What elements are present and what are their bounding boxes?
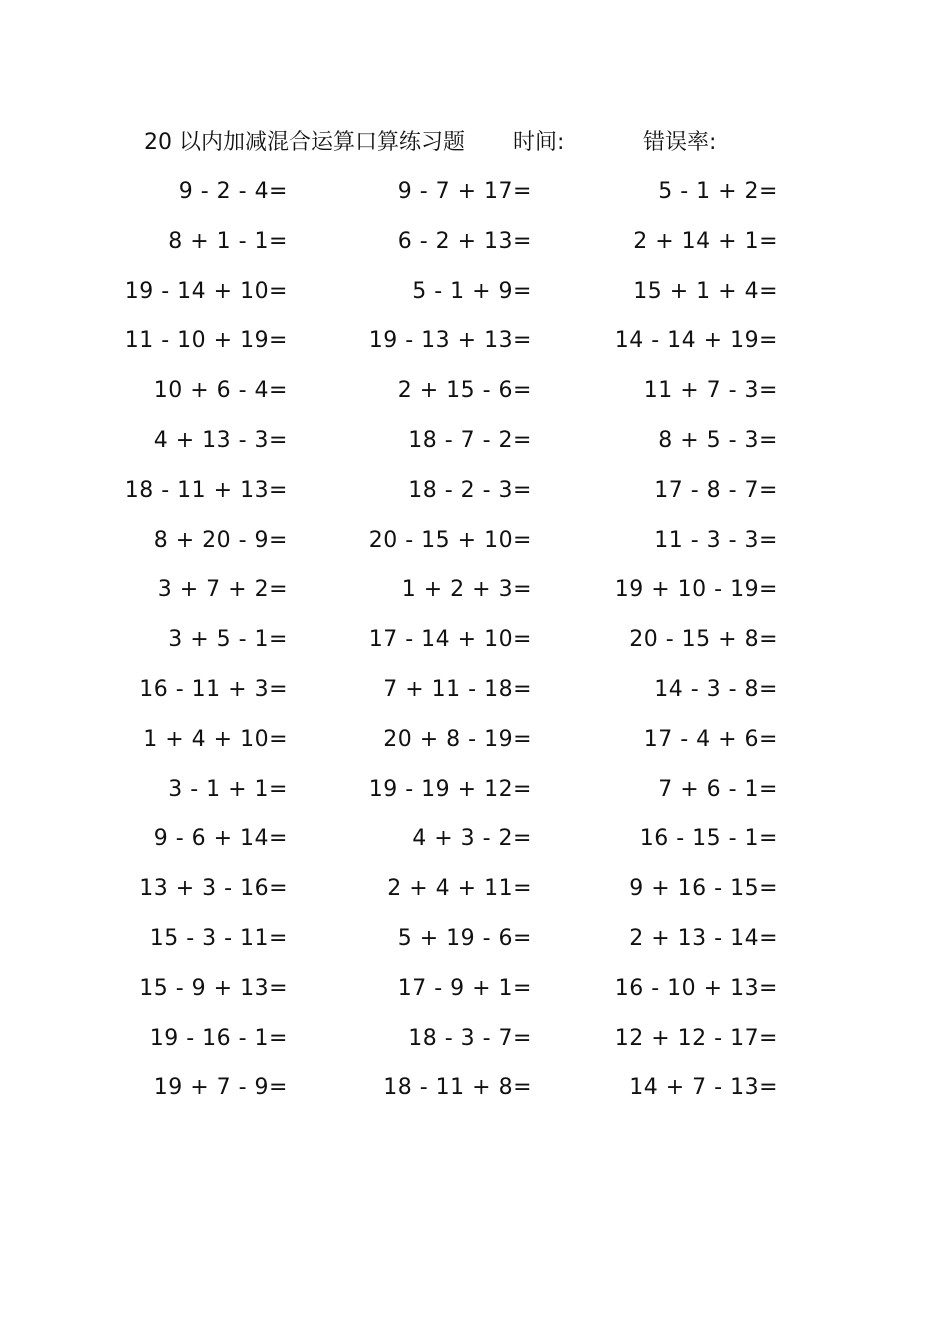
- problem-cell: 14 - 3 - 8=: [654, 676, 778, 702]
- problem-cell: 8 + 20 - 9=: [153, 527, 288, 553]
- problem-cell: 17 - 9 + 1=: [397, 975, 532, 1001]
- problem-cell: 1 + 2 + 3=: [401, 577, 532, 603]
- problem-cell: 6 - 2 + 13=: [397, 228, 532, 254]
- problem-cell: 2 + 15 - 6=: [397, 378, 532, 404]
- problem-cell: 18 - 11 + 8=: [383, 1075, 532, 1101]
- problem-cell: 8 + 1 - 1=: [168, 228, 288, 254]
- problem-row: [0, 969, 950, 1019]
- problem-row: [0, 321, 950, 371]
- problem-cell: 13 + 3 - 16=: [139, 876, 288, 902]
- problem-row: [0, 272, 950, 322]
- problem-cell: 18 - 3 - 7=: [408, 1025, 532, 1051]
- problem-row: [0, 421, 950, 471]
- problem-cell: 3 + 5 - 1=: [168, 627, 288, 653]
- problem-grid: [0, 172, 950, 1118]
- time-label: 时间:: [513, 130, 565, 155]
- problem-cell: 3 - 1 + 1=: [168, 776, 288, 802]
- problem-cell: 18 - 7 - 2=: [408, 427, 532, 453]
- worksheet-title: 20 以内加减混合运算口算练习题: [144, 130, 465, 155]
- problem-cell: 18 - 11 + 13=: [124, 477, 288, 503]
- problem-cell: 17 - 4 + 6=: [643, 726, 778, 752]
- worksheet-header: [0, 126, 950, 160]
- problem-cell: 19 - 16 - 1=: [149, 1025, 288, 1051]
- problem-cell: 7 + 11 - 18=: [383, 676, 532, 702]
- problem-cell: 11 - 10 + 19=: [124, 328, 288, 354]
- problem-cell: 16 - 11 + 3=: [139, 676, 288, 702]
- problem-cell: 11 - 3 - 3=: [654, 527, 778, 553]
- problem-cell: 9 - 7 + 17=: [397, 179, 532, 204]
- problem-cell: 20 - 15 + 10=: [368, 527, 532, 553]
- problem-cell: 14 + 7 - 13=: [629, 1075, 778, 1101]
- problem-row: [0, 819, 950, 869]
- problem-row: [0, 172, 950, 222]
- problem-cell: 12 + 12 - 17=: [614, 1025, 778, 1051]
- problem-cell: 5 + 19 - 6=: [397, 925, 532, 951]
- problem-row: [0, 570, 950, 620]
- problem-row: [0, 521, 950, 571]
- problem-cell: 19 - 13 + 13=: [368, 328, 532, 354]
- problem-cell: 5 - 1 + 2=: [658, 179, 778, 204]
- problem-cell: 19 - 19 + 12=: [368, 776, 532, 802]
- problem-cell: 18 - 2 - 3=: [408, 477, 532, 503]
- problem-row: [0, 371, 950, 421]
- problem-cell: 11 + 7 - 3=: [643, 378, 778, 404]
- problem-cell: 10 + 6 - 4=: [153, 378, 288, 404]
- problem-cell: 4 + 3 - 2=: [412, 826, 532, 852]
- problem-cell: 16 - 15 - 1=: [639, 826, 778, 852]
- problem-row: [0, 471, 950, 521]
- problem-row: [0, 1019, 950, 1069]
- problem-cell: 2 + 4 + 11=: [387, 876, 532, 902]
- problem-cell: 8 + 5 - 3=: [658, 427, 778, 453]
- problem-cell: 9 - 2 - 4=: [178, 179, 288, 204]
- problem-row: [0, 869, 950, 919]
- problem-cell: 19 + 10 - 19=: [614, 577, 778, 603]
- problem-cell: 16 - 10 + 13=: [614, 975, 778, 1001]
- problem-cell: 20 - 15 + 8=: [629, 627, 778, 653]
- problem-cell: 19 + 7 - 9=: [153, 1075, 288, 1101]
- problem-cell: 2 + 13 - 14=: [629, 925, 778, 951]
- problem-row: [0, 670, 950, 720]
- problem-cell: 4 + 13 - 3=: [153, 427, 288, 453]
- problem-cell: 2 + 14 + 1=: [633, 228, 778, 254]
- problem-row: [0, 1068, 950, 1118]
- problem-cell: 3 + 7 + 2=: [157, 577, 288, 603]
- problem-cell: 19 - 14 + 10=: [124, 278, 288, 304]
- problem-row: [0, 222, 950, 272]
- problem-cell: 15 + 1 + 4=: [633, 278, 778, 304]
- problem-cell: 1 + 4 + 10=: [143, 726, 288, 752]
- problem-cell: 9 - 6 + 14=: [153, 826, 288, 852]
- problem-row: [0, 720, 950, 770]
- problem-cell: 15 - 3 - 11=: [149, 925, 288, 951]
- problem-cell: 17 - 14 + 10=: [368, 627, 532, 653]
- problem-row: [0, 620, 950, 670]
- error-rate-label: 错误率:: [643, 130, 717, 155]
- problem-cell: 14 - 14 + 19=: [614, 328, 778, 354]
- problem-cell: 9 + 16 - 15=: [629, 876, 778, 902]
- problem-row: [0, 919, 950, 969]
- problem-cell: 17 - 8 - 7=: [654, 477, 778, 503]
- problem-cell: 5 - 1 + 9=: [412, 278, 532, 304]
- problem-cell: 15 - 9 + 13=: [139, 975, 288, 1001]
- problem-row: [0, 770, 950, 820]
- problem-cell: 20 + 8 - 19=: [383, 726, 532, 752]
- problem-cell: 7 + 6 - 1=: [658, 776, 778, 802]
